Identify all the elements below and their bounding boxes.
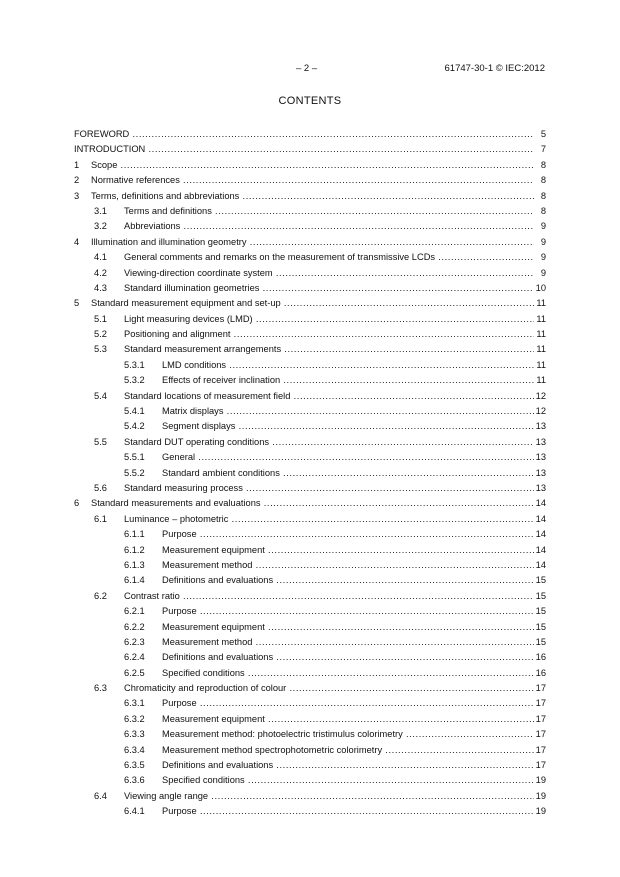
- toc-entry-number: 5.3.2: [124, 375, 145, 386]
- toc-entry-title: LMD conditions .....: [162, 358, 534, 373]
- toc-entry-number: 6.1.4: [124, 575, 145, 586]
- toc-entry-page: 10: [534, 281, 546, 296]
- toc-entry-page: 8: [534, 158, 546, 173]
- toc-entry-title: Definitions and evaluations .....: [162, 758, 534, 773]
- toc-entry-number: 6.3.5: [124, 760, 145, 771]
- toc-entry-title: Standard illumination geometries .....: [124, 281, 534, 296]
- toc-entry-number: 6.2.4: [124, 652, 145, 663]
- toc-entry-title: Purpose .....: [162, 527, 534, 542]
- toc-entry-page: 13: [534, 466, 546, 481]
- toc-entry-page: 11: [534, 358, 546, 373]
- toc-entry[interactable]: [74, 419, 546, 434]
- toc-entry-number: 5.4: [94, 390, 107, 401]
- toc-entry[interactable]: [74, 266, 546, 281]
- toc-entry-page: 15: [534, 635, 546, 650]
- contents-title: CONTENTS: [278, 95, 342, 107]
- toc-entry-page: 11: [534, 327, 546, 342]
- toc-entry-title: Scope .....: [91, 158, 534, 173]
- toc-entry-title: Specified conditions .....: [162, 773, 534, 788]
- toc-entry-page: 14: [534, 558, 546, 573]
- toc-entry[interactable]: [74, 573, 546, 588]
- toc-entry-page: 14: [534, 527, 546, 542]
- toc-entry[interactable]: [74, 250, 546, 265]
- toc-entry-title: Definitions and evaluations .....: [162, 573, 534, 588]
- toc-entry-title: Standard measuring process .....: [124, 481, 534, 496]
- toc-entry[interactable]: [74, 342, 546, 357]
- toc-entry[interactable]: [74, 389, 546, 404]
- toc-entry-title: Contrast ratio .....: [124, 589, 534, 604]
- toc-entry-title: Purpose .....: [162, 604, 534, 619]
- toc-entry-page: 9: [534, 266, 546, 281]
- toc-entry-page: 17: [534, 743, 546, 758]
- toc-entry-number: 4.2: [94, 267, 107, 278]
- toc-entry-page: 11: [534, 296, 546, 311]
- toc-entry[interactable]: [74, 466, 546, 481]
- toc-entry[interactable]: [74, 219, 546, 234]
- toc-entry[interactable]: [74, 804, 546, 819]
- toc-entry[interactable]: [74, 789, 546, 804]
- toc-entry[interactable]: [74, 496, 546, 511]
- toc-entry-page: 19: [534, 773, 546, 788]
- toc-entry[interactable]: [74, 450, 546, 465]
- toc-entry-page: 12: [534, 404, 546, 419]
- toc-entry[interactable]: [74, 481, 546, 496]
- toc-entry-number: 6.4: [94, 790, 107, 801]
- table-of-contents: [74, 127, 546, 820]
- toc-entry-number: 6.3.4: [124, 744, 145, 755]
- toc-entry[interactable]: [74, 727, 546, 742]
- toc-entry[interactable]: [74, 666, 546, 681]
- toc-entry-title: Measurement equipment .....: [162, 620, 534, 635]
- toc-entry-title: Standard measurement arrangements .....: [124, 342, 534, 357]
- toc-entry-page: 17: [534, 727, 546, 742]
- toc-entry-page: 19: [534, 804, 546, 819]
- toc-entry-number: 4.3: [94, 282, 107, 293]
- toc-entry-number: 4.1: [94, 252, 107, 263]
- toc-entry[interactable]: [74, 743, 546, 758]
- toc-entry-title: Abbreviations .....: [124, 219, 534, 234]
- toc-entry-title: Normative references .....: [91, 173, 534, 188]
- toc-entry-page: 15: [534, 573, 546, 588]
- toc-entry[interactable]: [74, 527, 546, 542]
- toc-entry[interactable]: [74, 235, 546, 250]
- toc-entry-title: Segment displays .....: [162, 419, 534, 434]
- toc-entry-number: 6.2.2: [124, 621, 145, 632]
- toc-entry-title: Terms and definitions .....: [124, 204, 534, 219]
- document-reference: 61747-30-1 © IEC:2012: [444, 63, 545, 74]
- toc-entry-title: Standard locations of measurement field .....: [124, 389, 534, 404]
- toc-entry-number: 5.6: [94, 482, 107, 493]
- toc-entry-number: 6.3: [94, 683, 107, 694]
- toc-entry-title: FOREWORD .....: [74, 127, 534, 142]
- toc-entry-number: 6.2: [94, 590, 107, 601]
- toc-entry[interactable]: [74, 650, 546, 665]
- toc-entry-page: 17: [534, 681, 546, 696]
- toc-entry[interactable]: [74, 558, 546, 573]
- toc-entry[interactable]: [74, 712, 546, 727]
- toc-entry-page: 8: [534, 204, 546, 219]
- toc-entry-number: 6.3.3: [124, 729, 145, 740]
- toc-entry-page: 5: [534, 127, 546, 142]
- toc-entry-title: Measurement method .....: [162, 558, 534, 573]
- toc-entry-number: 6.3.1: [124, 698, 145, 709]
- toc-entry[interactable]: [74, 543, 546, 558]
- toc-entry-page: 16: [534, 666, 546, 681]
- toc-entry-number: 5.3.1: [124, 359, 145, 370]
- toc-entry-number: 3: [74, 190, 80, 201]
- toc-entry[interactable]: [74, 142, 546, 157]
- toc-entry[interactable]: [74, 696, 546, 711]
- page-number: – 2 –: [296, 63, 318, 74]
- toc-entry-page: 9: [534, 235, 546, 250]
- toc-entry-number: 5: [74, 298, 80, 309]
- toc-entry-title: Positioning and alignment .....: [124, 327, 534, 342]
- toc-entry[interactable]: [74, 204, 546, 219]
- toc-entry-page: 17: [534, 696, 546, 711]
- toc-entry-number: 6.2.3: [124, 636, 145, 647]
- toc-entry[interactable]: [74, 635, 546, 650]
- toc-entry-page: 17: [534, 712, 546, 727]
- toc-entry-number: 5.5.1: [124, 452, 145, 463]
- toc-entry-page: 11: [534, 373, 546, 388]
- toc-entry-number: 6.1.2: [124, 544, 145, 555]
- toc-entry-number: 3.1: [94, 205, 107, 216]
- toc-entry-title: Purpose .....: [162, 696, 534, 711]
- toc-entry[interactable]: [74, 589, 546, 604]
- toc-entry-page: 17: [534, 758, 546, 773]
- toc-entry-page: 11: [534, 342, 546, 357]
- toc-entry-page: 8: [534, 173, 546, 188]
- toc-entry-number: 6.3.6: [124, 775, 145, 786]
- toc-entry-title: Measurement equipment .....: [162, 712, 534, 727]
- toc-entry-number: 6.1: [94, 513, 107, 524]
- toc-entry-page: 9: [534, 219, 546, 234]
- toc-entry[interactable]: [74, 189, 546, 204]
- toc-entry-number: 1: [74, 159, 80, 170]
- toc-entry-title: INTRODUCTION .....: [74, 142, 534, 157]
- toc-entry-number: 6.2.5: [124, 667, 145, 678]
- toc-entry[interactable]: [74, 296, 546, 311]
- toc-entry-number: 5.3: [94, 344, 107, 355]
- toc-entry-page: 14: [534, 496, 546, 511]
- toc-entry-title: Standard ambient conditions .....: [162, 466, 534, 481]
- toc-entry-number: 6.1.3: [124, 559, 145, 570]
- toc-entry-page: 9: [534, 250, 546, 265]
- toc-entry-title: General comments and remarks on the measurement of transmissive LCDs .....: [124, 250, 534, 265]
- toc-entry-title: Viewing-direction coordinate system .....: [124, 266, 534, 281]
- toc-entry-number: 2: [74, 175, 80, 186]
- toc-entry-number: 6.4.1: [124, 806, 145, 817]
- toc-entry-title: Viewing angle range .....: [124, 789, 534, 804]
- toc-entry-page: 13: [534, 481, 546, 496]
- toc-entry-number: 5.5.2: [124, 467, 145, 478]
- toc-entry-title: Measurement method .....: [162, 635, 534, 650]
- toc-entry-page: 13: [534, 419, 546, 434]
- toc-entry-number: 6: [74, 498, 80, 509]
- toc-entry[interactable]: [74, 604, 546, 619]
- toc-entry-page: 12: [534, 389, 546, 404]
- toc-entry-number: 5.1: [94, 313, 107, 324]
- toc-entry-page: 15: [534, 604, 546, 619]
- toc-entry-title: Illumination and illumination geometry .....: [91, 235, 534, 250]
- toc-entry-title: Definitions and evaluations .....: [162, 650, 534, 665]
- toc-entry[interactable]: [74, 435, 546, 450]
- toc-entry-page: 13: [534, 435, 546, 450]
- toc-entry-title: Measurement equipment .....: [162, 543, 534, 558]
- toc-entry-title: General .....: [162, 450, 534, 465]
- toc-entry-title: Measurement method: photoelectric tristimulus colorimetry .....: [162, 727, 534, 742]
- toc-entry-page: 8: [534, 189, 546, 204]
- toc-entry-number: 5.5: [94, 436, 107, 447]
- toc-entry-page: 14: [534, 543, 546, 558]
- toc-entry[interactable]: [74, 758, 546, 773]
- toc-entry-title: Luminance – photometric .....: [124, 512, 534, 527]
- toc-entry-title: Terms, definitions and abbreviations .....: [91, 189, 534, 204]
- toc-entry-title: Purpose .....: [162, 804, 534, 819]
- toc-entry[interactable]: [74, 681, 546, 696]
- toc-entry[interactable]: [74, 327, 546, 342]
- toc-entry[interactable]: [74, 773, 546, 788]
- toc-entry-number: 5.4.2: [124, 421, 145, 432]
- toc-entry[interactable]: [74, 358, 546, 373]
- toc-entry-title: Standard measurement equipment and set-up .....: [91, 296, 534, 311]
- toc-entry-title: Specified conditions .....: [162, 666, 534, 681]
- toc-entry[interactable]: [74, 404, 546, 419]
- toc-entry[interactable]: [74, 173, 546, 188]
- toc-entry-number: 6.1.1: [124, 529, 145, 540]
- toc-entry-page: 7: [534, 142, 546, 157]
- toc-entry[interactable]: [74, 512, 546, 527]
- toc-entry-page: 16: [534, 650, 546, 665]
- toc-entry-number: 4: [74, 236, 80, 247]
- toc-entry-title: Chromaticity and reproduction of colour .....: [124, 681, 534, 696]
- toc-entry[interactable]: [74, 281, 546, 296]
- toc-entry[interactable]: [74, 620, 546, 635]
- toc-entry-page: 11: [534, 312, 546, 327]
- toc-entry-number: 3.2: [94, 221, 107, 232]
- toc-entry-page: 13: [534, 450, 546, 465]
- toc-entry[interactable]: [74, 373, 546, 388]
- toc-entry-title: Standard measurements and evaluations .....: [91, 496, 534, 511]
- toc-entry-page: 15: [534, 620, 546, 635]
- toc-entry-page: 14: [534, 512, 546, 527]
- toc-entry-number: 6.3.2: [124, 713, 145, 724]
- toc-entry-title: Effects of receiver inclination .....: [162, 373, 534, 388]
- toc-entry-title: Standard DUT operating conditions .....: [124, 435, 534, 450]
- toc-entry-number: 6.2.1: [124, 606, 145, 617]
- toc-entry-page: 19: [534, 789, 546, 804]
- toc-entry-title: Measurement method spectrophotometric colorimetry .....: [162, 743, 534, 758]
- toc-entry-number: 5.2: [94, 329, 107, 340]
- toc-entry-title: Light measuring devices (LMD) .....: [124, 312, 534, 327]
- toc-entry-page: 15: [534, 589, 546, 604]
- toc-entry[interactable]: [74, 158, 546, 173]
- toc-entry[interactable]: [74, 312, 546, 327]
- toc-entry-number: 5.4.1: [124, 406, 145, 417]
- toc-entry[interactable]: [74, 127, 546, 142]
- toc-entry-title: Matrix displays .....: [162, 404, 534, 419]
